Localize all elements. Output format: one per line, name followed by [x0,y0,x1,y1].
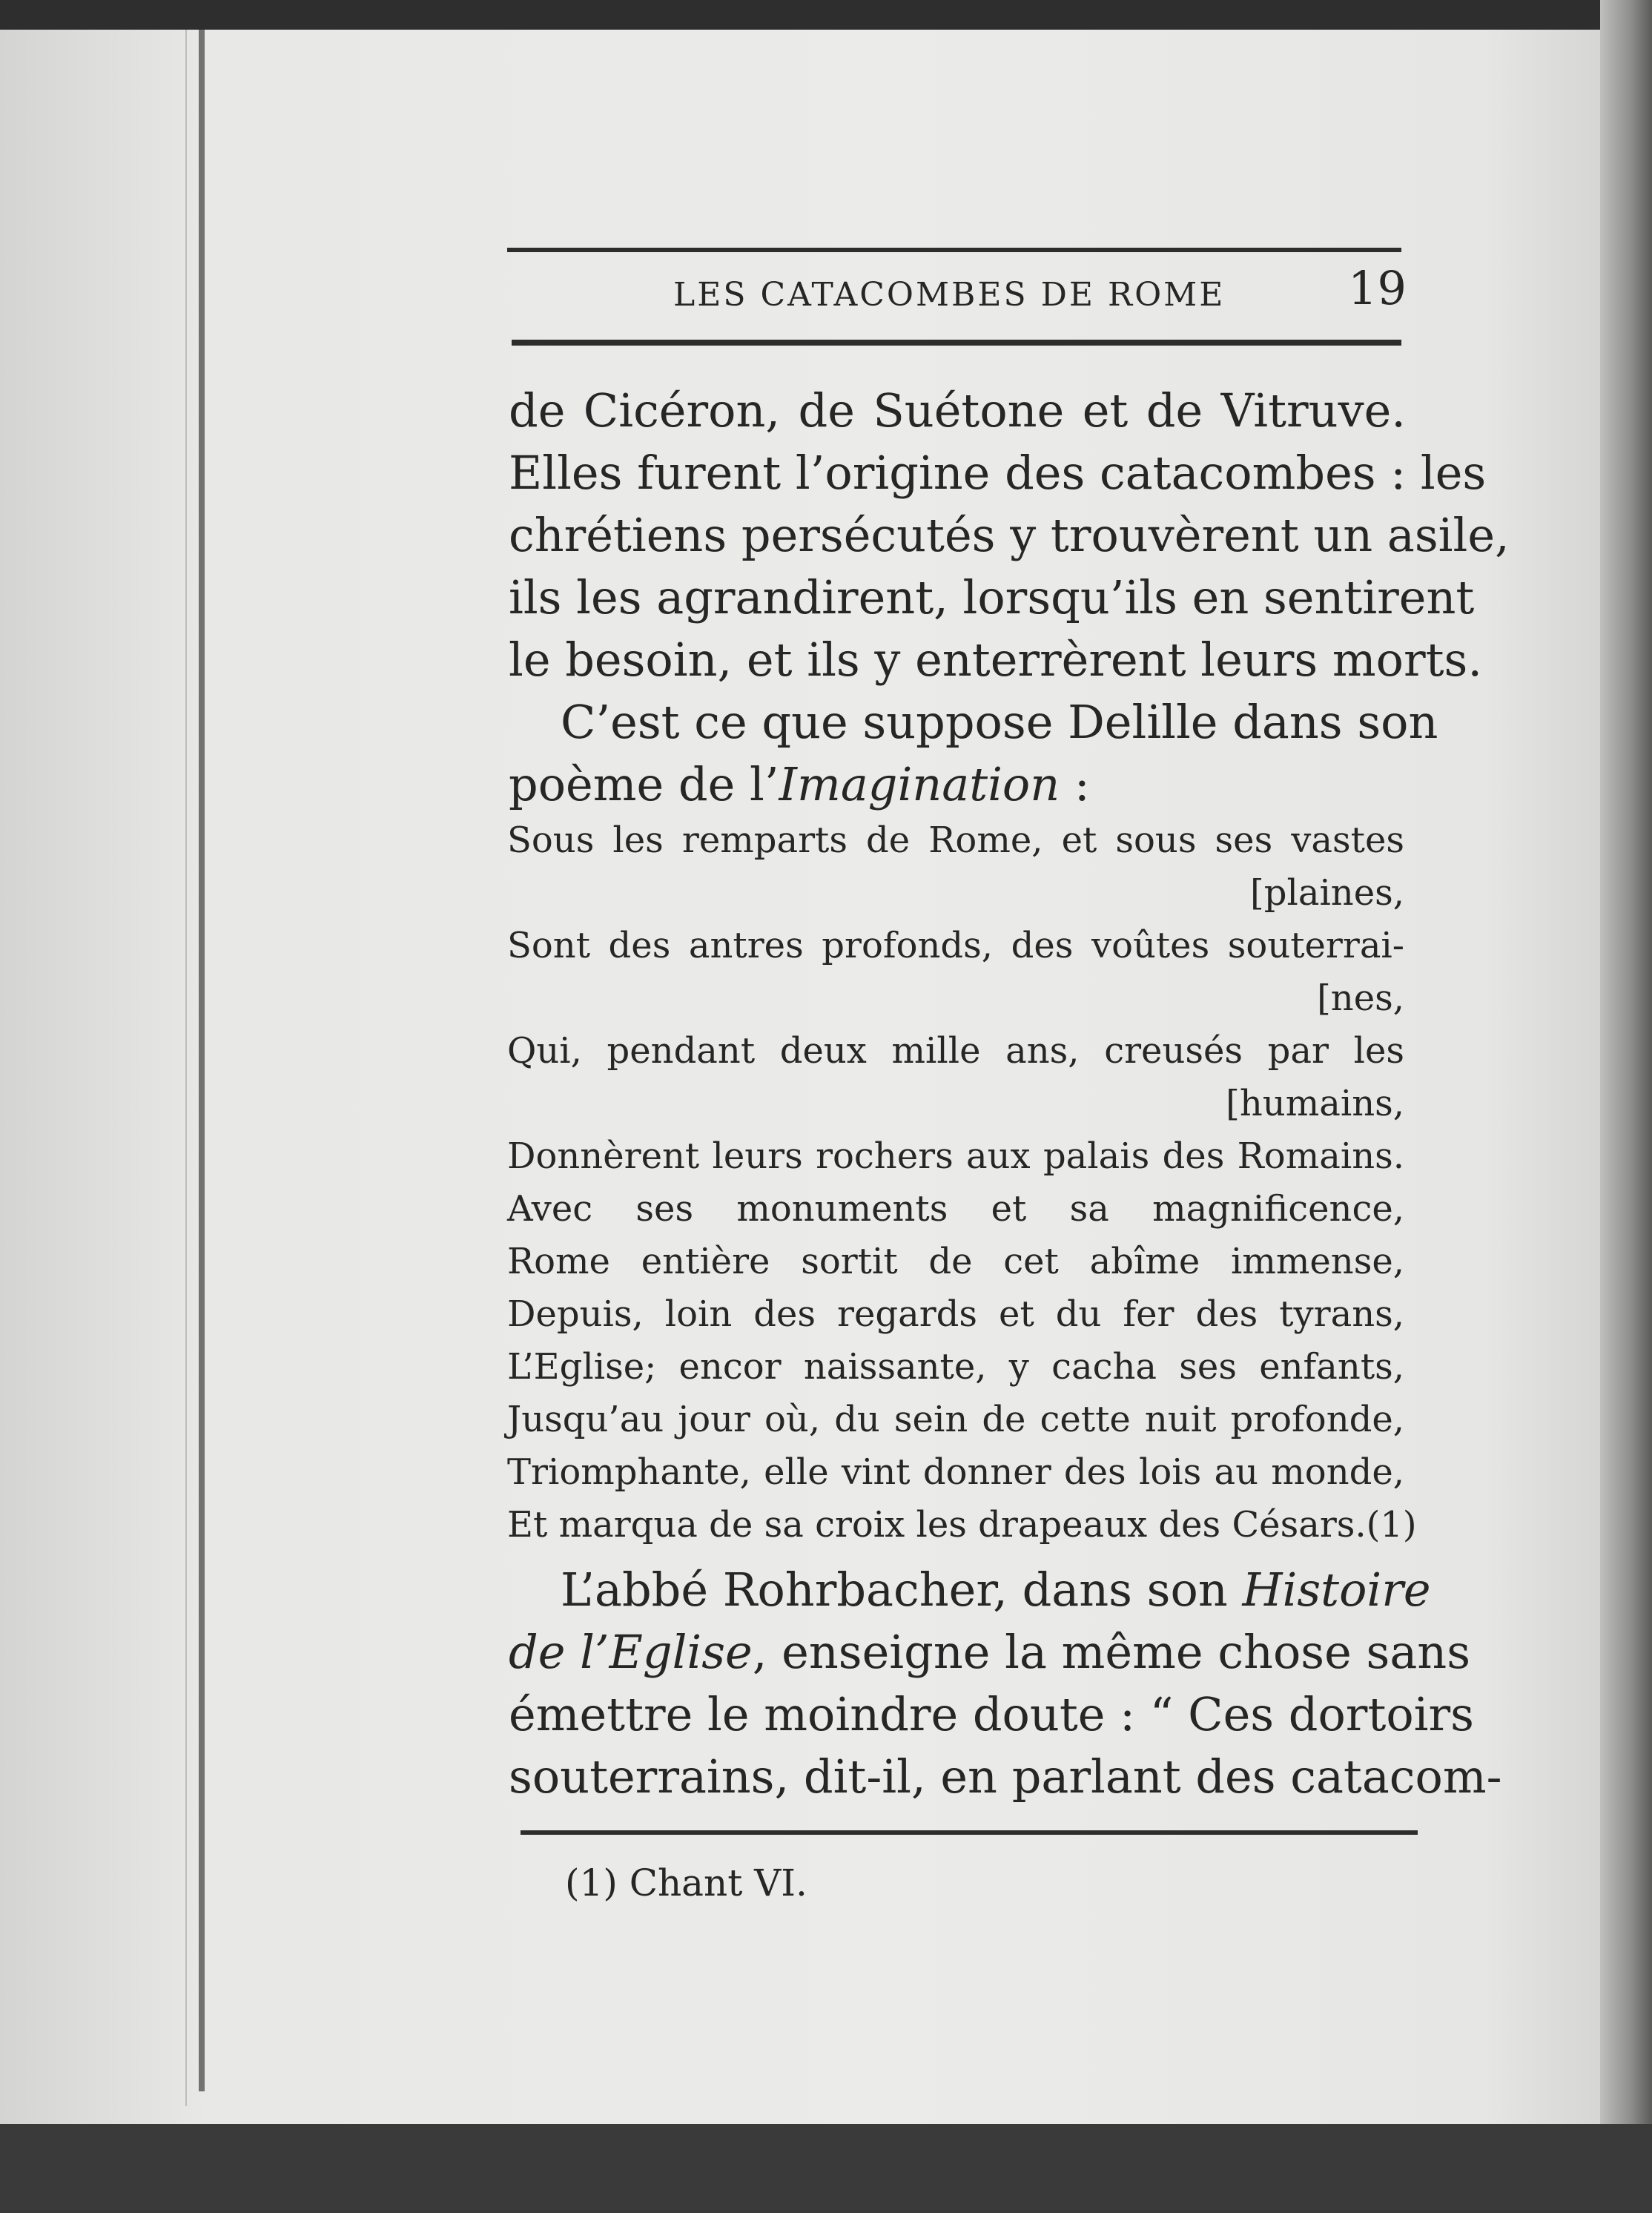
footnote: (1) Chant VI. [565,1861,807,1904]
text-line: émettre le moindre doute : “ Ces dortoirs [509,1687,1474,1741]
verse-line: Qui, pendant deux mille ans, creusés par les [507,1030,1404,1072]
book-spine [199,30,205,2091]
text-line: Elles furent l’origine des catacombes : les [509,446,1487,500]
italic-title: Imagination [779,757,1060,811]
text-line: chrétiens persécutés y trouvèrent un asile, [509,508,1510,562]
scan-border-top [0,0,1652,30]
verse-line: L’Eglise; encor naissante, y cacha ses enfants, [507,1346,1404,1388]
text-run: , enseigne la même chose sans [752,1625,1471,1679]
header-rule-bottom [512,340,1401,346]
header-rule-top [507,248,1401,252]
text-run: L’abbé Rohrbacher, dans son [561,1563,1243,1617]
text-line: C’est ce que suppose Delille dans son [561,695,1438,749]
text-line: de Cicéron, de Suétone et de Vitruve. [509,383,1406,438]
paragraph-3 [509,1559,1502,1808]
verse-turnover: [nes, [1317,977,1404,1019]
verse-line: Sous les remparts de Rome, et sous ses vastes [507,819,1404,861]
verse-line: Sont des antres profonds, des voûtes souterrai- [507,925,1404,966]
paragraph-1 [509,380,1510,691]
text-line: ils les agrandirent, lorsqu’ils en sentirent [509,570,1475,624]
verse-quotation [507,814,1417,1551]
verse-line: Jusqu’au jour où, du sein de cette nuit profonde, [507,1399,1404,1440]
italic-title: Histoire [1242,1563,1431,1617]
paragraph-2 [509,691,1438,816]
scan-border-bottom [0,2124,1652,2213]
text-line: souterrains, dit-il, en parlant des catacom- [509,1749,1502,1804]
text-run: : [1060,757,1090,811]
text-run: poème de l’ [509,757,779,811]
verse-line: Avec ses monuments et sa magnificence, [507,1188,1404,1230]
footnote-rule [521,1830,1418,1835]
page-number: 19 [1348,261,1407,315]
italic-title: de l’Eglise [509,1625,753,1679]
verse-line: Triomphante, elle vint donner des lois au monde, [507,1451,1404,1493]
verse-turnover: [humains, [1226,1083,1404,1124]
text-line: le besoin, et ils y enterrèrent leurs morts. [509,633,1483,687]
verse-line: Et marqua de sa croix les drapeaux des Césars.(1) [507,1504,1417,1546]
verse-line: Donnèrent leurs rochers aux palais des Romains. [507,1135,1404,1177]
text-line [509,1621,1471,1683]
text-line [509,753,1406,816]
text-line [509,1559,1431,1621]
verse-line: Depuis, loin des regards et du fer des tyrans, [507,1293,1404,1335]
scan-border-right [1600,0,1652,2213]
verse-line: Rome entière sortit de cet abîme immense, [507,1241,1404,1282]
gutter-shadow [185,30,187,2106]
verse-turnover: [plaines, [1250,872,1404,914]
running-title: LES CATACOMBES DE ROME [673,276,1226,314]
